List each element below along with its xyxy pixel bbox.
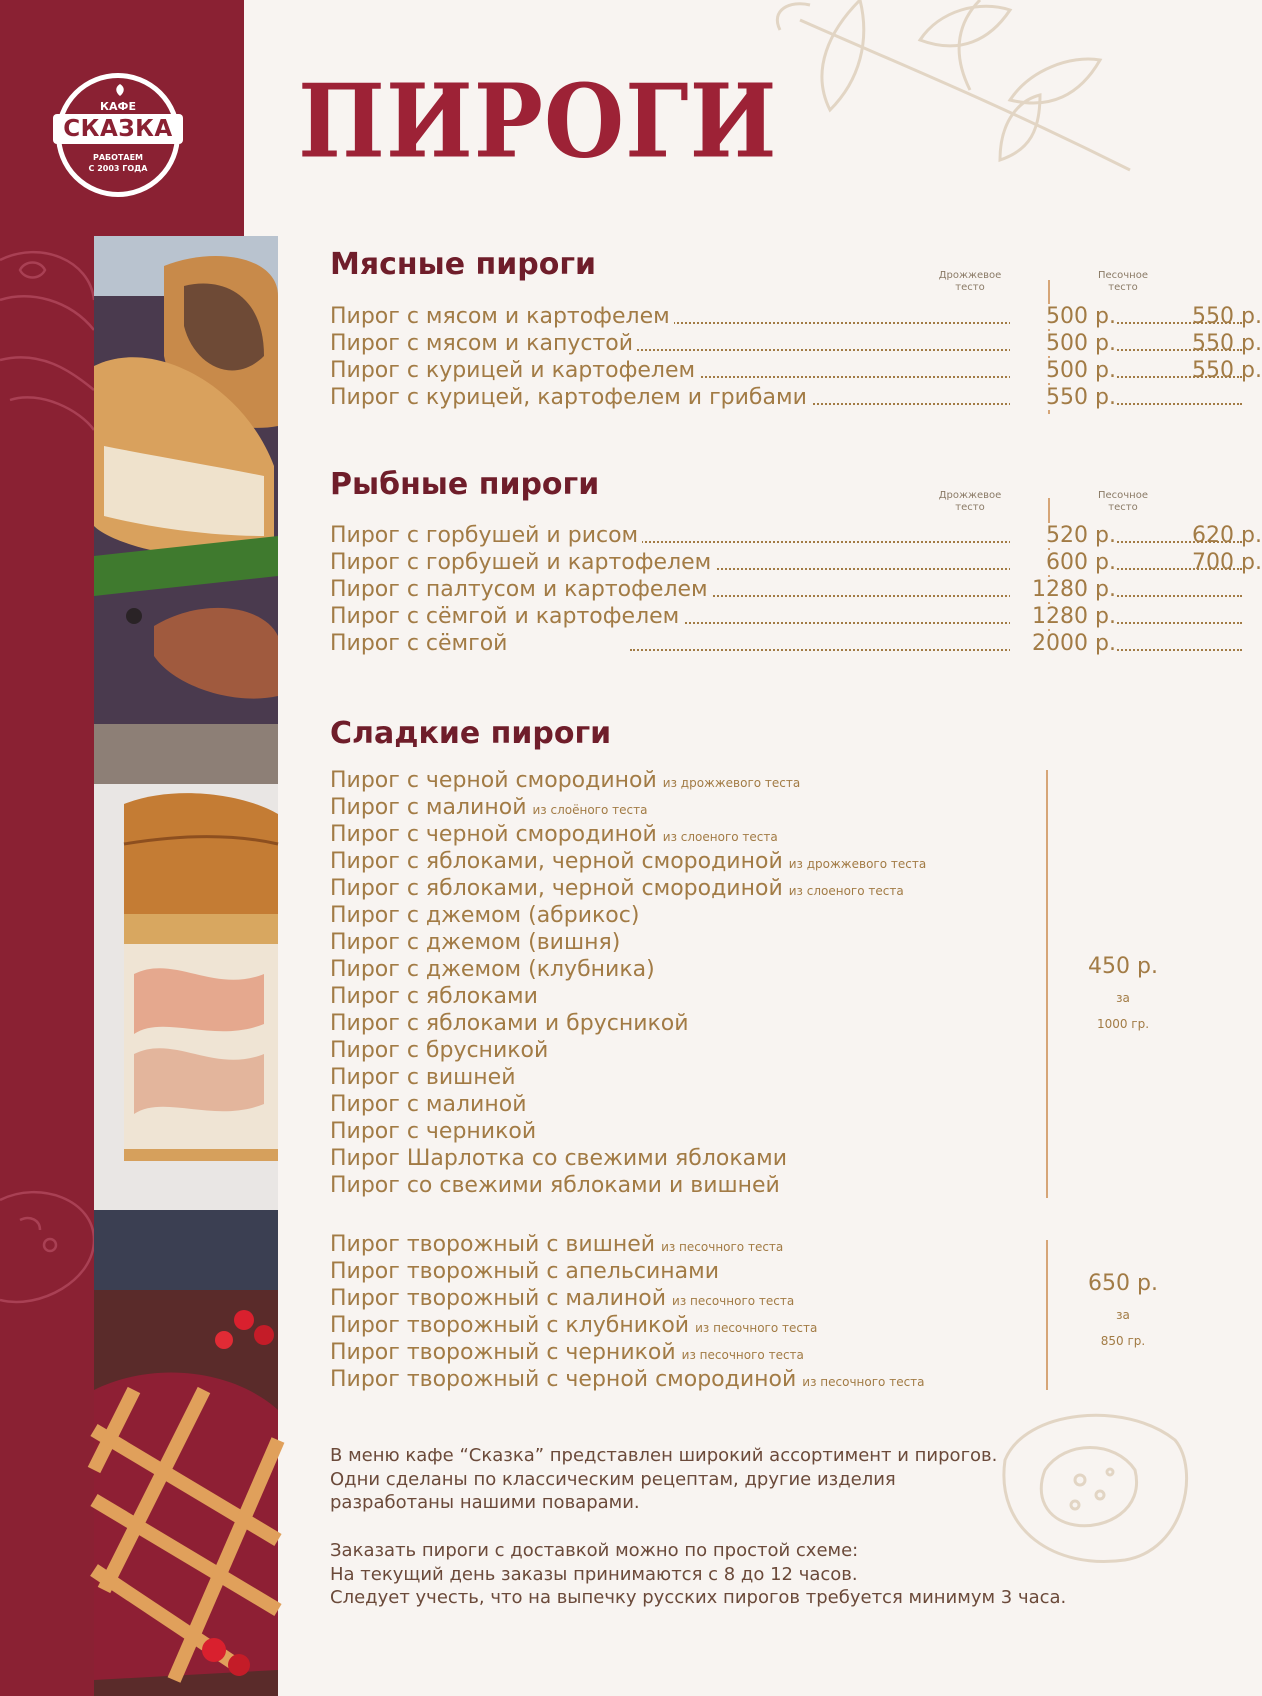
item-name: Пирог с мясом и капустой [330, 331, 637, 356]
item-note: из дрожжевого теста [788, 857, 927, 871]
sweet-item [330, 1146, 787, 1173]
dot-leader [630, 523, 1242, 543]
item-name: Пирог со свежими яблоками и вишней [330, 1173, 780, 1198]
item-note: из песочного теста [802, 1375, 925, 1389]
sweet-item [330, 957, 655, 984]
sweet-item [330, 930, 620, 957]
item-name: Пирог с джемом (абрикос) [330, 903, 640, 928]
curd-weight: 850 гр. [1100, 1334, 1146, 1348]
info-line: Заказать пироги с доставкой можно по простой схеме: [330, 1540, 859, 1561]
sweet-weight: 1000 гр. [1096, 1017, 1150, 1031]
page-title: ПИРОГИ [298, 62, 778, 181]
curd-item [330, 1232, 783, 1259]
menu-row [330, 358, 1262, 385]
fish-section-title: Рыбные пироги [330, 467, 600, 502]
meat-section-title: Мясные пироги [330, 247, 597, 282]
col-header-line: тесто [955, 502, 985, 513]
info-paragraph-1 [330, 1444, 997, 1515]
item-name: Пирог с черной смородиной [330, 822, 657, 847]
sweet-item [330, 768, 800, 795]
item-name: Пирог творожный с черникой [330, 1340, 676, 1365]
item-note: из слоеного теста [662, 830, 778, 844]
sweet-item [330, 822, 778, 849]
price-yeast: 1280 р. [1010, 577, 1116, 602]
item-name: Пирог с яблоками и брусникой [330, 1011, 689, 1036]
info-line: Следует учесть, что на выпечку русских пирогов требуется минимум 3 часа. [330, 1587, 1067, 1608]
item-name: Пирог Шарлотка со свежими яблоками [330, 1146, 788, 1171]
curd-divider [1046, 1240, 1048, 1390]
menu-row [330, 631, 1250, 658]
col-header-line: Песочное [1097, 490, 1148, 501]
sweet-item [330, 849, 926, 876]
sweet-item [330, 1173, 780, 1200]
price-yeast: 550 р. [1010, 385, 1116, 410]
sweet-divider [1046, 770, 1048, 1198]
item-name: Пирог с малиной [330, 1092, 527, 1117]
item-name: Пирог с джемом (вишня) [330, 930, 621, 955]
item-name: Пирог с курицей, картофелем и грибами [330, 385, 811, 410]
item-name: Пирог с горбушей и картофелем [330, 550, 715, 575]
col-header-line: Дрожжевое [938, 490, 1002, 501]
curd-item [330, 1313, 817, 1340]
item-name: Пирог с малиной [330, 795, 527, 820]
dot-leader [630, 358, 1242, 378]
curd-per: за [1116, 1308, 1130, 1322]
price-yeast: 600 р. [1010, 550, 1116, 575]
item-name: Пирог творожный с вишней [330, 1232, 656, 1257]
item-name: Пирог с черной смородиной [330, 768, 657, 793]
item-name: Пирог с яблоками, черной смородиной [330, 849, 783, 874]
cafe-logo [56, 73, 180, 197]
price-short: 550 р. [1192, 331, 1262, 356]
sweet-item [330, 1038, 548, 1065]
sweet-item [330, 903, 639, 930]
sweet-item [330, 1119, 536, 1146]
dot-leader [630, 331, 1242, 351]
pie-sketch-illustration [0, 240, 94, 440]
item-name: Пирог с вишней [330, 1065, 516, 1090]
meat-col-short-header [1078, 270, 1168, 294]
price-short: 700 р. [1192, 550, 1262, 575]
sweet-per: за [1116, 991, 1130, 1005]
leaf-icon [113, 84, 127, 96]
item-note: из слоеного теста [788, 884, 904, 898]
item-note: из дрожжевого теста [662, 776, 801, 790]
price-short: 550 р. [1192, 358, 1262, 383]
curd-item [330, 1340, 804, 1367]
bread-sketch-left-illustration [0, 1180, 94, 1320]
sweet-price: 450 р. [1088, 954, 1158, 979]
item-name: Пирог с сёмгой [330, 631, 511, 656]
berry-pie-photo [94, 1210, 278, 1696]
logo-cafe-text: КАФЕ [100, 100, 136, 113]
logo-name: СКАЗКА [53, 114, 183, 144]
menu-row [330, 331, 1262, 358]
dot-leader [630, 631, 1242, 651]
dot-leader [630, 550, 1242, 570]
item-name: Пирог творожный с апельсинами [330, 1259, 720, 1284]
menu-row [330, 304, 1262, 331]
sweet-item [330, 876, 904, 903]
price-yeast: 500 р. [1010, 331, 1116, 356]
sweet-section-title: Сладкие пироги [330, 716, 612, 751]
menu-row [330, 577, 1250, 604]
price-yeast: 500 р. [1010, 358, 1116, 383]
price-yeast: 500 р. [1010, 304, 1116, 329]
price-short: 550 р. [1192, 304, 1262, 329]
item-name: Пирог с сёмгой и картофелем [330, 604, 683, 629]
col-header-line: Песочное [1097, 270, 1148, 281]
col-header-line: тесто [955, 282, 985, 293]
item-name: Пирог с джемом (клубника) [330, 957, 655, 982]
item-name: Пирог с яблоками [330, 984, 538, 1009]
item-note: из песочного теста [672, 1294, 795, 1308]
sweet-item [330, 1092, 527, 1119]
item-note: из песочного теста [661, 1240, 784, 1254]
price-yeast: 1280 р. [1010, 604, 1116, 629]
col-header-line: Дрожжевое [938, 270, 1002, 281]
item-note: из песочного теста [681, 1348, 804, 1362]
logo-since-line-2: С 2003 ГОДА [88, 164, 148, 173]
col-header-line: тесто [1108, 282, 1138, 293]
sweet-item [330, 1011, 689, 1038]
item-name: Пирог творожный с клубникой [330, 1313, 690, 1338]
item-name: Пирог с палтусом и картофелем [330, 577, 712, 602]
info-line: На текущий день заказы принимаются с 8 до 12 часов. [330, 1563, 858, 1585]
logo-since-line-1: РАБОТАЕМ [92, 153, 144, 162]
item-name: Пирог с горбушей и рисом [330, 523, 642, 548]
item-name: Пирог с мясом и картофелем [330, 304, 674, 329]
meat-pie-photo [94, 236, 278, 724]
dot-leader [630, 577, 1242, 597]
sweet-price-block [1053, 954, 1193, 1031]
item-name: Пирог с черникой [330, 1119, 537, 1144]
item-name: Пирог творожный с черной смородиной [330, 1367, 797, 1392]
curd-price-block [1053, 1271, 1193, 1348]
fish-pie-photo [94, 724, 278, 1210]
sweet-item [330, 795, 647, 822]
curd-item [330, 1286, 794, 1313]
item-name: Пирог с брусникой [330, 1038, 549, 1063]
price-yeast: 520 р. [1010, 523, 1116, 548]
curd-item [330, 1367, 925, 1394]
item-note: из слоёного теста [532, 803, 648, 817]
menu-row [330, 523, 1262, 550]
item-note: из песочного теста [695, 1321, 818, 1335]
item-name: Пирог с курицей и картофелем [330, 358, 699, 383]
sweet-item [330, 1065, 516, 1092]
menu-row [330, 385, 1250, 412]
fish-col-short-header [1078, 490, 1168, 514]
curd-price: 650 р. [1088, 1271, 1158, 1296]
menu-row [330, 604, 1250, 631]
item-name: Пирог творожный с малиной [330, 1286, 667, 1311]
price-short: 620 р. [1192, 523, 1262, 548]
menu-row [330, 550, 1262, 577]
info-line: Одни сделаны по классическим рецептам, другие изделия [330, 1468, 896, 1490]
info-line: В меню кафе “Сказка” представлен широкий ассортимент и пирогов. [330, 1445, 998, 1466]
meat-col-yeast-header [925, 270, 1015, 294]
info-line: разработаны нашими поварами. [330, 1492, 640, 1513]
dot-leader [630, 604, 1242, 624]
info-paragraph-2 [330, 1539, 1066, 1610]
price-yeast: 2000 р. [1010, 631, 1116, 656]
logo-since [61, 152, 175, 174]
sweet-item [330, 984, 538, 1011]
col-header-line: тесто [1108, 502, 1138, 513]
curd-item [330, 1259, 719, 1286]
wheat-branch-illustration [770, 0, 1150, 190]
fish-col-yeast-header [925, 490, 1015, 514]
dot-leader [630, 304, 1242, 324]
item-name: Пирог с яблоками, черной смородиной [330, 876, 783, 901]
